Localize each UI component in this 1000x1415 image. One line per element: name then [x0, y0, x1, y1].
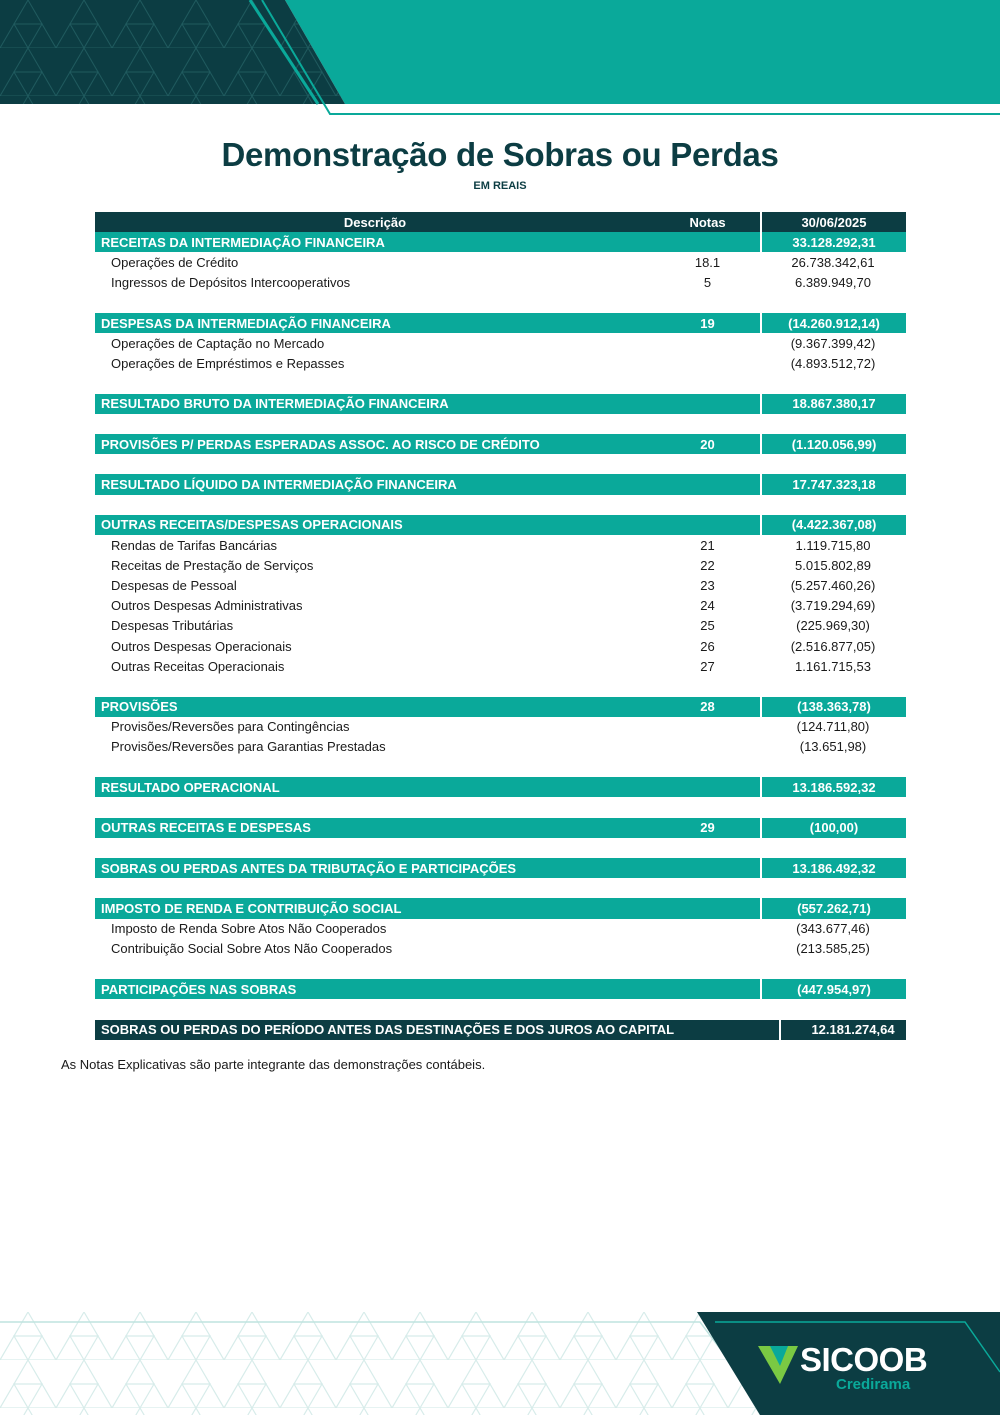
row-description: Operações de Captação no Mercado — [111, 335, 325, 351]
row-note: 19 — [700, 315, 715, 331]
table-row — [95, 596, 906, 616]
table-row — [95, 535, 906, 555]
row-note: 25 — [700, 618, 715, 634]
row-note: 23 — [700, 577, 715, 593]
row-description: Outros Despesas Operacionais — [111, 638, 292, 654]
row-description: RESULTADO OPERACIONAL — [101, 779, 280, 795]
row-value: 26.738.342,61 — [791, 254, 875, 270]
row-value: (13.651,98) — [799, 739, 867, 755]
table-row — [95, 939, 906, 959]
row-value: 13.186.592,32 — [760, 777, 906, 797]
row-description: PARTICIPAÇÕES NAS SOBRAS — [101, 981, 297, 997]
row-description: Outros Despesas Administrativas — [111, 598, 303, 614]
table-row — [95, 273, 906, 293]
row-description: Receitas de Prestação de Serviços — [111, 557, 314, 573]
row-description: Ingressos de Depósitos Intercooperativos — [111, 275, 351, 291]
row-value: 17.747.323,18 — [760, 474, 906, 494]
row-description: Despesas de Pessoal — [111, 577, 237, 593]
row-description: Provisões/Reversões para Garantias Prestadas — [111, 739, 386, 755]
section-row — [95, 818, 906, 838]
section-row — [95, 858, 906, 878]
section-row — [95, 515, 906, 535]
section-row — [95, 898, 906, 918]
row-value: (343.677,46) — [796, 921, 870, 937]
row-value: (100,00) — [760, 818, 906, 838]
row-value: (2.516.877,05) — [790, 638, 876, 654]
row-spacer — [95, 999, 906, 1019]
row-value: 6.389.949,70 — [795, 275, 871, 291]
row-note: 20 — [700, 436, 715, 452]
table-row — [95, 717, 906, 737]
row-description: PROVISÕES P/ PERDAS ESPERADAS ASSOC. AO RISCO DE CRÉDITO — [101, 436, 540, 452]
row-spacer — [95, 878, 906, 898]
table-row — [95, 353, 906, 373]
row-value: (14.260.912,14) — [760, 313, 906, 333]
table-row — [95, 656, 906, 676]
row-value: (557.262,71) — [760, 898, 906, 918]
row-note: 22 — [700, 557, 715, 573]
row-note: 28 — [700, 699, 715, 715]
row-value: (9.367.399,42) — [790, 335, 876, 351]
row-note: 18.1 — [694, 254, 721, 270]
header-description: Descrição — [343, 214, 407, 230]
section-row — [95, 777, 906, 797]
row-spacer — [95, 757, 906, 777]
row-value: (225.969,30) — [796, 618, 870, 634]
row-description: Rendas de Tarifas Bancárias — [111, 537, 277, 553]
row-note: 29 — [700, 820, 715, 836]
row-value: (213.585,25) — [796, 941, 870, 957]
table-row — [95, 575, 906, 595]
section-row — [95, 232, 906, 252]
section-row — [95, 434, 906, 454]
row-value: 12.181.274,64 — [779, 1020, 925, 1040]
row-spacer — [95, 374, 906, 394]
page-subtitle: EM REAIS — [473, 180, 527, 192]
row-value: 1.119.715,80 — [795, 537, 871, 553]
row-note: 21 — [700, 537, 715, 553]
brand-unit: Credirama — [836, 1376, 911, 1393]
table-row — [95, 555, 906, 575]
row-description: RESULTADO LÍQUIDO DA INTERMEDIAÇÃO FINANCEIRA — [101, 477, 457, 493]
row-description: Despesas Tributárias — [111, 618, 234, 634]
brand-name: SICOOB — [800, 1341, 928, 1378]
row-description: SOBRAS OU PERDAS ANTES DA TRIBUTAÇÃO E PARTICIPAÇÕES — [101, 860, 517, 876]
row-value: 18.867.380,17 — [760, 394, 906, 414]
header-decorative-band — [0, 0, 1000, 120]
row-note: 5 — [703, 275, 712, 291]
section-row — [95, 394, 906, 414]
section-row — [95, 697, 906, 717]
row-value: 5.015.802,89 — [795, 557, 871, 573]
row-spacer — [95, 414, 906, 434]
row-spacer — [95, 838, 906, 858]
row-note: 26 — [700, 638, 715, 654]
total-row — [95, 1020, 906, 1040]
table-row — [95, 919, 906, 939]
row-spacer — [95, 797, 906, 817]
row-spacer — [95, 495, 906, 515]
row-spacer — [95, 676, 906, 696]
row-description: IMPOSTO DE RENDA E CONTRIBUIÇÃO SOCIAL — [101, 900, 402, 916]
row-description: RECEITAS DA INTERMEDIAÇÃO FINANCEIRA — [101, 234, 385, 250]
table-row — [95, 636, 906, 656]
row-description: SOBRAS OU PERDAS DO PERÍODO ANTES DAS DESTINAÇÕES E DOS JUROS AO CAPITAL — [101, 1022, 675, 1038]
row-description: Operações de Crédito — [111, 254, 239, 270]
row-spacer — [95, 959, 906, 979]
row-value: 13.186.492,32 — [760, 858, 906, 878]
row-description: DESPESAS DA INTERMEDIAÇÃO FINANCEIRA — [101, 315, 391, 331]
row-description: Provisões/Reversões para Contingências — [111, 719, 350, 735]
statement-table — [95, 212, 906, 1040]
row-value: (3.719.294,69) — [790, 598, 876, 614]
row-description: Contribuição Social Sobre Atos Não Cooperados — [111, 941, 393, 957]
row-note: 27 — [700, 658, 715, 674]
row-spacer — [95, 293, 906, 313]
row-value: (138.363,78) — [760, 697, 906, 717]
row-value: 33.128.292,31 — [760, 232, 906, 252]
table-row — [95, 333, 906, 353]
table-row — [95, 737, 906, 757]
table-row — [95, 616, 906, 636]
row-description: RESULTADO BRUTO DA INTERMEDIAÇÃO FINANCEIRA — [101, 396, 449, 412]
header-date: 30/06/2025 — [760, 212, 906, 232]
row-description: Operações de Empréstimos e Repasses — [111, 355, 345, 371]
row-note: 24 — [700, 598, 715, 614]
table-header — [95, 212, 906, 232]
row-value: (4.422.367,08) — [760, 515, 906, 535]
row-value: (447.954,97) — [760, 979, 906, 999]
section-row — [95, 313, 906, 333]
row-value: (124.711,80) — [796, 719, 870, 735]
row-spacer — [95, 454, 906, 474]
row-description: OUTRAS RECEITAS E DESPESAS — [101, 820, 311, 836]
table-body — [95, 232, 906, 1040]
row-value: 1.161.715,53 — [795, 658, 871, 674]
row-value: (5.257.460,26) — [790, 577, 876, 593]
row-value: (1.120.056,99) — [760, 434, 906, 454]
row-description: OUTRAS RECEITAS/DESPESAS OPERACIONAIS — [101, 517, 403, 533]
row-description: Imposto de Renda Sobre Atos Não Cooperados — [111, 921, 387, 937]
header-notes: Notas — [689, 214, 726, 230]
row-description: PROVISÕES — [101, 699, 178, 715]
table-row — [95, 252, 906, 272]
row-description: Outras Receitas Operacionais — [111, 658, 285, 674]
section-row — [95, 474, 906, 494]
section-row — [95, 979, 906, 999]
row-value: (4.893.512,72) — [790, 355, 876, 371]
footnote: As Notas Explicativas são parte integrante das demonstrações contábeis. — [61, 1057, 486, 1072]
page-title: Demonstração de Sobras ou Perdas — [221, 136, 779, 173]
